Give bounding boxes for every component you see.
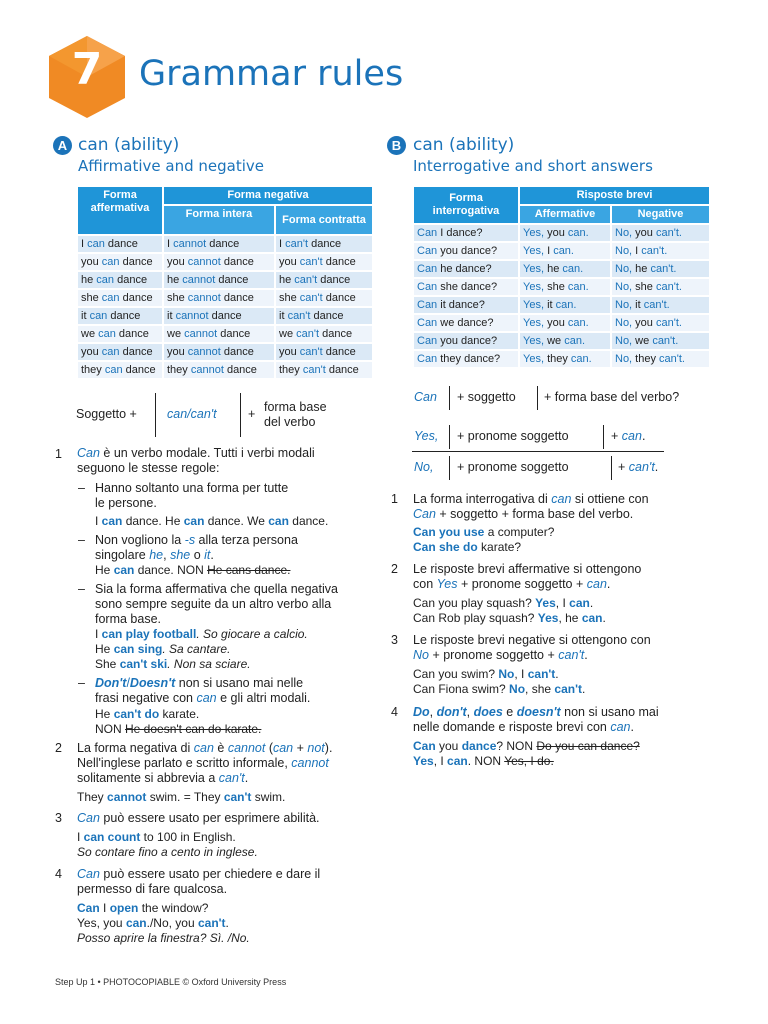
table-a-row [77, 253, 373, 271]
question-cell: Can she dance? [413, 278, 519, 296]
structure-plus: + [248, 407, 256, 421]
rule-b4-example2: Yes, I can. NON Yes, I do. [413, 754, 554, 768]
section-b-subtitle: Interrogative and short answers [413, 157, 653, 175]
rule-b1-number: 1 [391, 492, 398, 506]
b-structure-yes: Yes, [414, 429, 439, 443]
table-a-row [77, 361, 373, 379]
rule-b3-number: 3 [391, 633, 398, 647]
affirmative-answer-cell: Yes, I can. [519, 242, 611, 260]
negative-answer-cell: No, he can't. [611, 260, 710, 278]
col-affirmative: Forma affermativa [77, 186, 163, 235]
table-a-row [77, 325, 373, 343]
affirmative-cell: you can dance [77, 253, 163, 271]
col-affirmative-answers: Affermative [519, 205, 611, 224]
rule-a2-number: 2 [55, 741, 62, 755]
col-negative: Forma negativa [163, 186, 373, 205]
full-negative-cell: it cannot dance [163, 307, 275, 325]
negative-answer-cell: No, she can't. [611, 278, 710, 296]
structure-modal: can/can't [167, 407, 217, 421]
affirmative-answer-cell: Yes, it can. [519, 296, 611, 314]
negative-answer-cell: No, you can't. [611, 224, 710, 242]
negative-answer-cell: No, we can't. [611, 332, 710, 350]
section-a-title: can (ability) [78, 135, 180, 155]
b-structure-no: No, [414, 460, 434, 474]
table-a-row [77, 271, 373, 289]
rule-a1-line2: seguono le stesse regole: [77, 461, 220, 475]
short-negative-cell: I can't dance [275, 235, 373, 253]
rule-a1-point3-example2: He can sing. Sa cantare. [95, 642, 231, 656]
negative-answer-cell: No, you can't. [611, 314, 710, 332]
rule-b4-number: 4 [391, 705, 398, 719]
full-negative-cell: I cannot dance [163, 235, 275, 253]
affirmative-answer-cell: Yes, you can. [519, 314, 611, 332]
structure-base-2: del verbo [264, 415, 316, 429]
table-a-row [77, 235, 373, 253]
full-negative-cell: they cannot dance [163, 361, 275, 379]
col-interrogative: Forma interrogativa [413, 186, 519, 224]
affirmative-negative-table [77, 186, 373, 379]
affirmative-answer-cell: Yes, we can. [519, 332, 611, 350]
question-cell: Can they dance? [413, 350, 519, 368]
section-b-title: can (ability) [413, 135, 515, 155]
rule-a1-point4-example: He can't do karate. [95, 707, 200, 721]
rule-a1-point4: Don't/Doesn't non si usano mai nelle [95, 676, 304, 690]
full-negative-cell: you cannot dance [163, 253, 275, 271]
rule-b2-number: 2 [391, 562, 398, 576]
section-b-badge: B [387, 136, 406, 155]
full-negative-cell: she cannot dance [163, 289, 275, 307]
rule-a4-example2: Yes, you can./No, you can't. [77, 916, 229, 930]
rule-b4-example1: Can you dance? NON Do you can dance? [413, 739, 640, 753]
rule-a3-line1: Can può essere usato per esprimere abilità. [77, 811, 320, 825]
short-negative-cell: you can't dance [275, 343, 373, 361]
question-cell: Can I dance? [413, 224, 519, 242]
interrogative-table [413, 186, 710, 368]
rule-a1-point3-example1: I can play football. So giocare a calcio. [95, 627, 308, 641]
short-negative-cell: it can't dance [275, 307, 373, 325]
rule-b1-line1: La forma interrogativa di can si ottiene con [413, 492, 649, 506]
rule-a2-line1: La forma negativa di can è cannot (can + not). [77, 741, 333, 755]
rule-a4-line1: Can può essere usato per chiedere e dare il [77, 867, 321, 881]
rule-b4-line1: Do, don't, does e doesn't non si usano mai [413, 705, 659, 719]
rule-b3-example2: Can Fiona swim? No, she can't. [413, 682, 586, 696]
rule-a1-point3: Sia la forma affermativa che quella negativa [95, 582, 338, 596]
col-negative-answers: Negative [611, 205, 710, 224]
short-negative-cell: you can't dance [275, 253, 373, 271]
rule-b2-line1: Le risposte brevi affermative si ottengono [413, 562, 642, 576]
negative-answer-cell: No, I can't. [611, 242, 710, 260]
rule-b3-example1: Can you swim? No, I can't. [413, 667, 559, 681]
section-a-badge: A [53, 136, 72, 155]
affirmative-cell: they can dance [77, 361, 163, 379]
rule-a1-point2: Non vogliono la -s alla terza persona [95, 533, 298, 547]
full-negative-cell: you cannot dance [163, 343, 275, 361]
rule-a1-point3-example3: She can't ski. Non sa sciare. [95, 657, 251, 671]
structure-base-1: forma base [264, 400, 327, 414]
table-b-row [413, 224, 710, 242]
full-negative-cell: we cannot dance [163, 325, 275, 343]
rule-b3-line1: Le risposte brevi negative si ottengono con [413, 633, 651, 647]
rule-a3-translation: So contare fino a cento in inglese. [77, 845, 258, 859]
question-cell: Can we dance? [413, 314, 519, 332]
structure-subject: Soggetto + [76, 407, 137, 421]
rule-b1-example1: Can you use a computer? [413, 525, 555, 539]
rule-a1-point1: Hanno soltanto una forma per tutte [95, 481, 289, 495]
table-b-row [413, 350, 710, 368]
short-negative-cell: they can't dance [275, 361, 373, 379]
question-cell: Can it dance? [413, 296, 519, 314]
rule-a1-line1: Can è un verbo modale. Tutti i verbi modali [77, 446, 315, 460]
affirmative-cell: she can dance [77, 289, 163, 307]
section-a-subtitle: Affirmative and negative [78, 157, 264, 175]
short-negative-cell: she can't dance [275, 289, 373, 307]
table-a-row [77, 307, 373, 325]
question-cell: Can you dance? [413, 332, 519, 350]
question-cell: Can you dance? [413, 242, 519, 260]
rule-b2-example2: Can Rob play squash? Yes, he can. [413, 611, 606, 625]
negative-answer-cell: No, they can't. [611, 350, 710, 368]
rule-a1-number: 1 [55, 447, 62, 461]
affirmative-cell: it can dance [77, 307, 163, 325]
short-negative-cell: we can't dance [275, 325, 373, 343]
affirmative-answer-cell: Yes, you can. [519, 224, 611, 242]
full-negative-cell: he cannot dance [163, 271, 275, 289]
col-short-answers: Risposte brevi [519, 186, 710, 205]
rule-a1-point1-example: I can dance. He can dance. We can dance. [95, 514, 329, 528]
rule-a4-example1: Can I open the window? [77, 901, 209, 915]
affirmative-answer-cell: Yes, she can. [519, 278, 611, 296]
table-b-row [413, 296, 710, 314]
rule-a3-example: I can count to 100 in English. [77, 830, 236, 844]
rule-a4-translation: Posso aprire la finestra? Sì. /No. [77, 931, 250, 945]
rule-b1-example2: Can she do karate? [413, 540, 522, 554]
question-cell: Can he dance? [413, 260, 519, 278]
affirmative-answer-cell: Yes, they can. [519, 350, 611, 368]
affirmative-cell: you can dance [77, 343, 163, 361]
table-b-row [413, 242, 710, 260]
table-a-row [77, 289, 373, 307]
col-short-form: Forma contratta [275, 205, 373, 235]
affirmative-cell: I can dance [77, 235, 163, 253]
table-b-row [413, 332, 710, 350]
negative-answer-cell: No, it can't. [611, 296, 710, 314]
page-title: Grammar rules [139, 54, 404, 94]
col-full-form: Forma intera [163, 205, 275, 235]
rule-a4-number: 4 [55, 867, 62, 881]
rule-a3-number: 3 [55, 811, 62, 825]
rule-a1-point2-example: He can dance. NON He cans dance. [95, 563, 291, 577]
b-structure-can: Can [414, 390, 437, 404]
table-b-row [413, 278, 710, 296]
table-b-row [413, 314, 710, 332]
rule-a2-example: They cannot swim. = They can't swim. [77, 790, 286, 804]
affirmative-answer-cell: Yes, he can. [519, 260, 611, 278]
table-b-row [413, 260, 710, 278]
table-a-row [77, 343, 373, 361]
rule-b2-example1: Can you play squash? Yes, I can. [413, 596, 594, 610]
footer: Step Up 1 • PHOTOCOPIABLE © Oxford University Press [55, 977, 287, 987]
unit-number: 7 [71, 44, 103, 95]
affirmative-cell: we can dance [77, 325, 163, 343]
short-negative-cell: he can't dance [275, 271, 373, 289]
affirmative-cell: he can dance [77, 271, 163, 289]
